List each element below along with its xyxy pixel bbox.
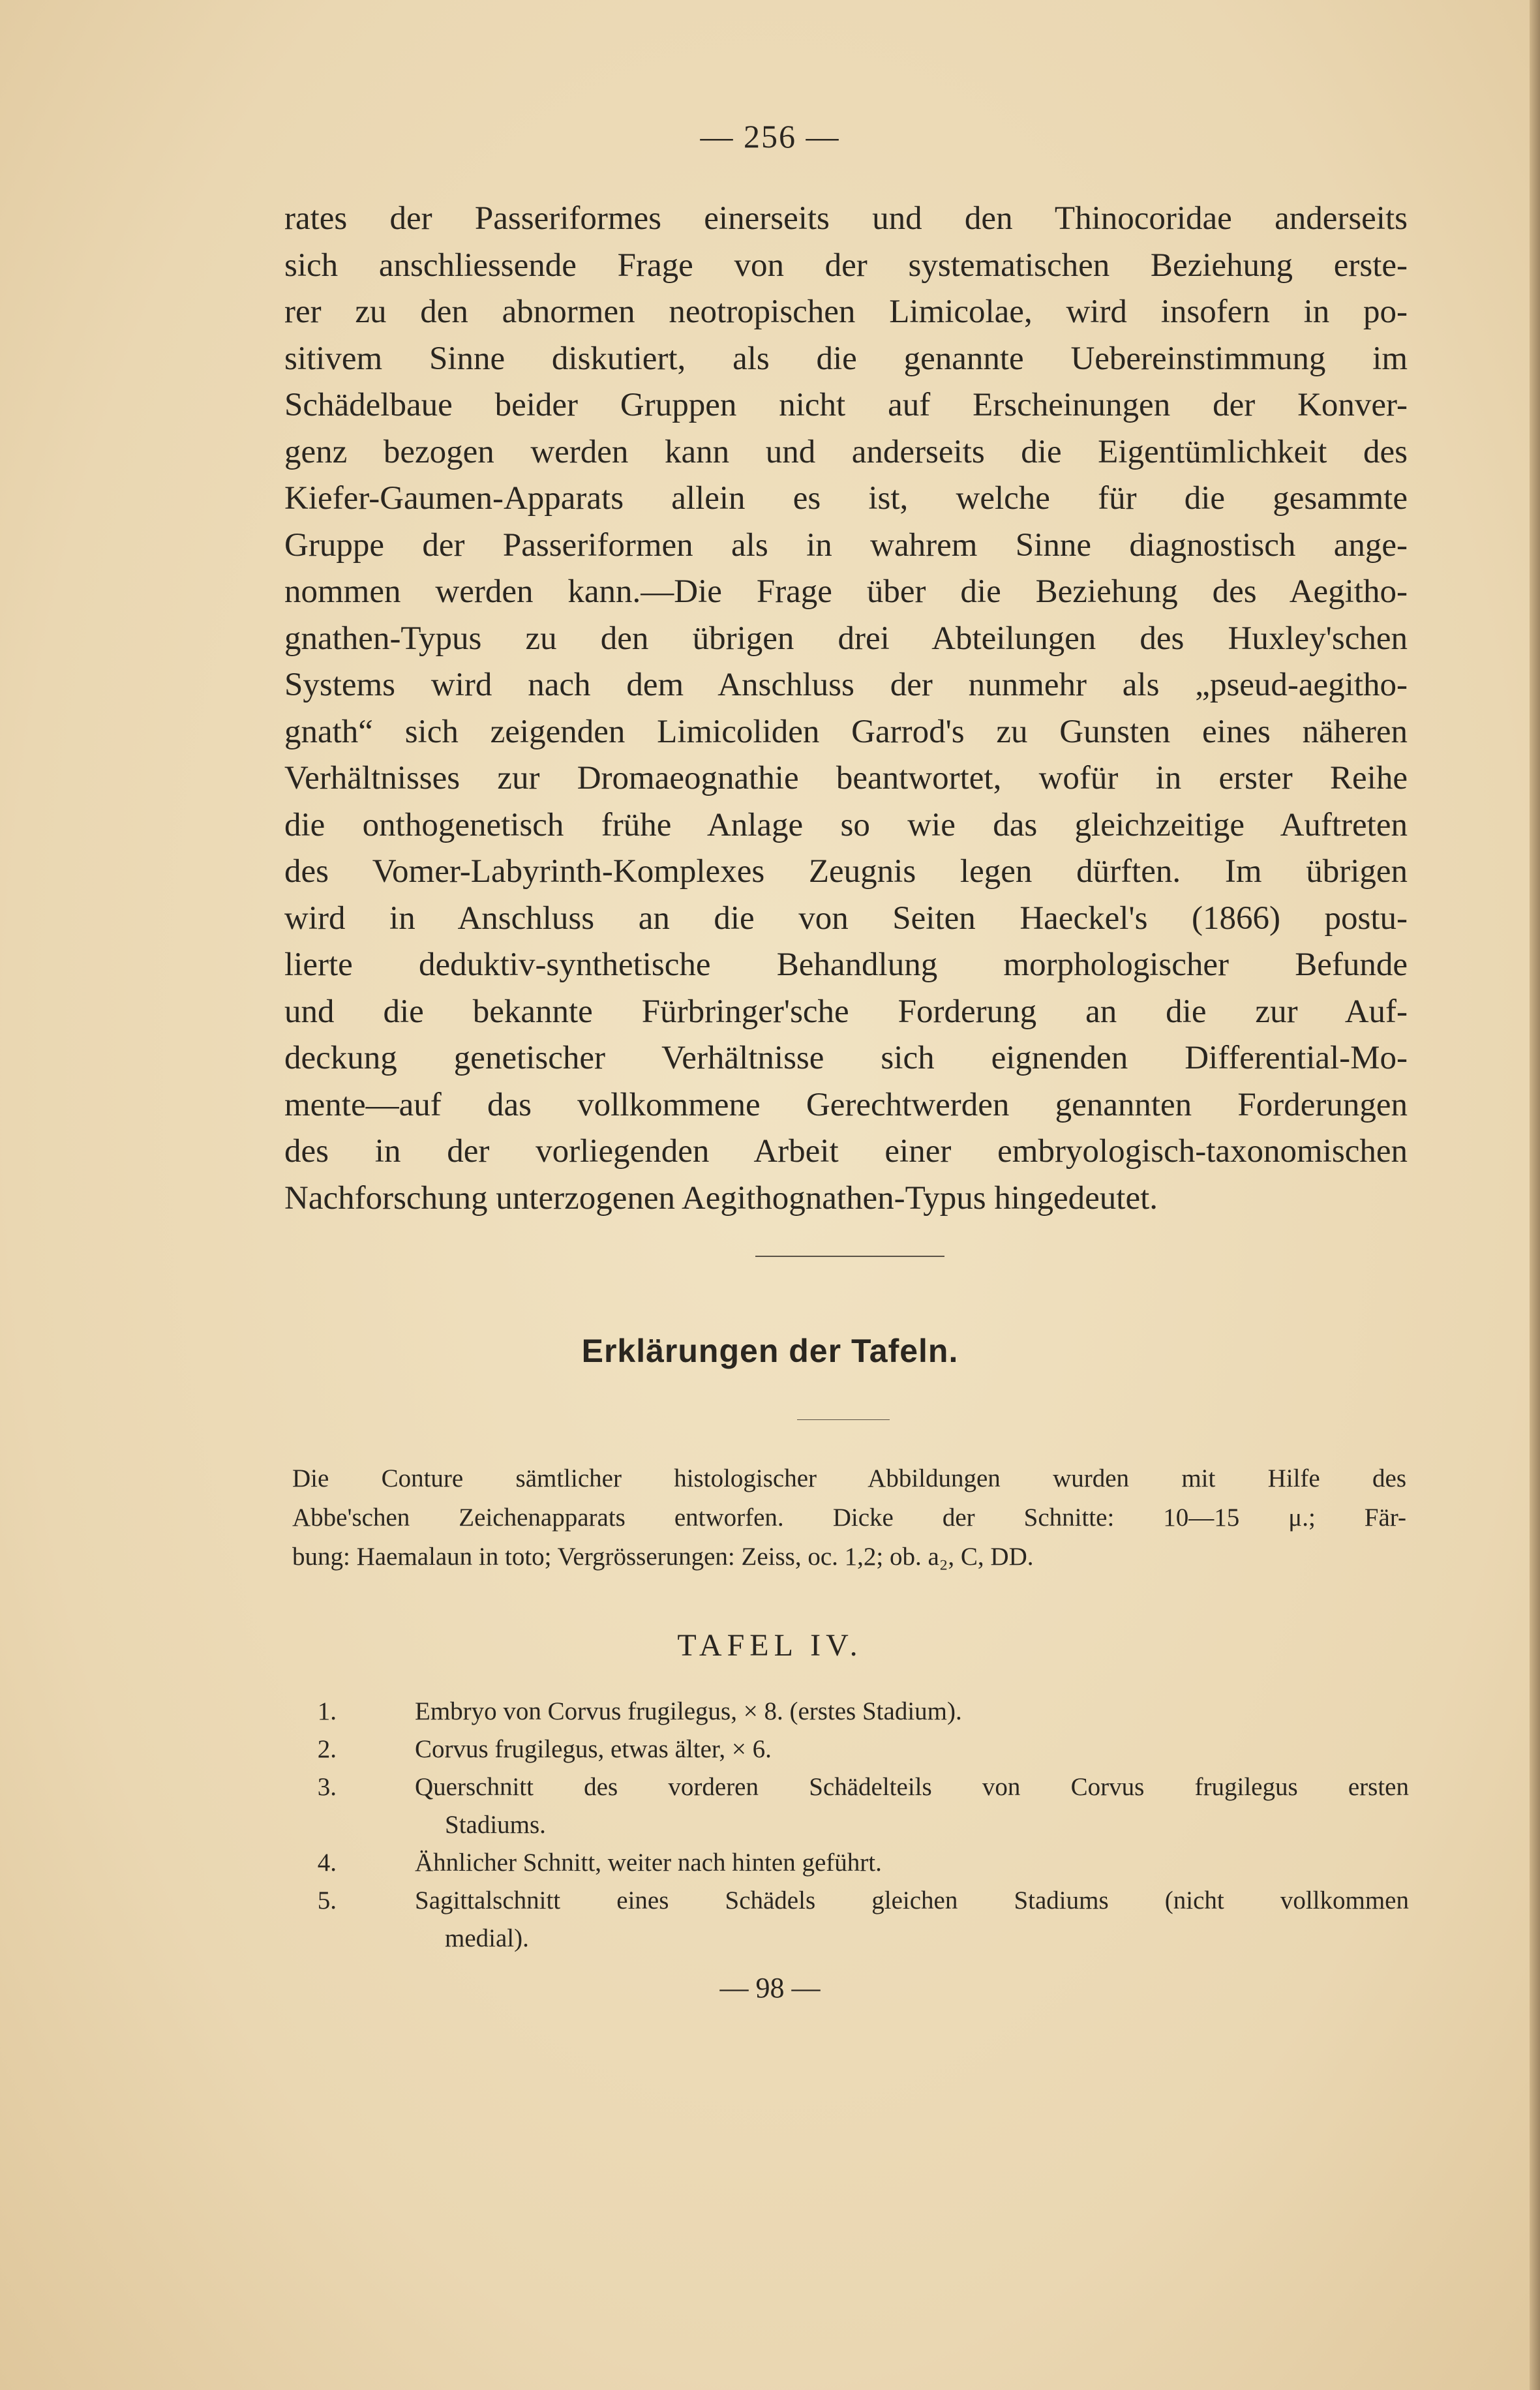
body-line: sich anschliessende Frage von der systematischen Beziehung erste- bbox=[284, 247, 1408, 284]
page-number: — 256 — bbox=[700, 118, 840, 155]
body-line: Nachforschung unterzogenen Aegithognathen-Typus hingedeutet. bbox=[284, 1179, 1158, 1217]
body-line: des in der vorliegenden Arbeit einer embryologisch-taxonomischen bbox=[284, 1133, 1408, 1170]
body-line: Gruppe der Passeriformen als in wahrem Sinne diagnostisch ange- bbox=[284, 526, 1408, 564]
plate-item bbox=[307, 1844, 1409, 1882]
body-line: Schädelbaue beider Gruppen nicht auf Erscheinungen der Konver- bbox=[284, 387, 1408, 423]
plate-list bbox=[307, 1693, 1409, 1958]
body-line: deckung genetischer Verhältnisse sich eignenden Differential-Mo- bbox=[284, 1040, 1408, 1076]
body-line: rates der Passeriformes einerseits und den Thinocoridae anderseits bbox=[284, 200, 1408, 237]
plate-caption-continuation: medial). bbox=[445, 1924, 529, 1952]
body-line: genz bezogen werden kann und anderseits die Eigentümlichkeit des bbox=[284, 433, 1408, 470]
plate-item-continuation bbox=[307, 1920, 1409, 1958]
plate-number: 4. bbox=[317, 1849, 337, 1877]
body-line: Verhältnisses zur Dromaeognathie beantwortet, wofür in erster Reihe bbox=[284, 760, 1408, 796]
plate-number: 2. bbox=[317, 1735, 337, 1763]
section-divider bbox=[755, 1256, 944, 1257]
plate-caption: Embryo von Corvus frugilegus, × 8. (erstes Stadium). bbox=[415, 1697, 962, 1725]
plate-item bbox=[307, 1882, 1409, 1920]
body-line: gnathen-Typus zu den übrigen drei Abteilungen des Huxley'schen bbox=[284, 620, 1408, 657]
body-paragraph bbox=[284, 196, 1408, 1222]
intro-line: bung: Haemalaun in toto; Vergrösserungen: Zeiss, oc. 1,2; ob. a₂, C, DD. bbox=[292, 1543, 1034, 1571]
plate-item-continuation bbox=[307, 1806, 1409, 1844]
plate-item bbox=[307, 1768, 1409, 1806]
plate-heading: TAFEL IV. bbox=[677, 1628, 863, 1663]
plate-item bbox=[307, 1693, 1409, 1731]
body-line: Systems wird nach dem Anschluss der nunmehr als „pseud-aegitho- bbox=[284, 667, 1408, 703]
body-line: Kiefer-Gaumen-Apparats allein es ist, welche für die gesammte bbox=[284, 480, 1408, 517]
body-line: rer zu den abnormen neotropischen Limicolae, wird insofern in po- bbox=[284, 294, 1408, 330]
body-line: wird in Anschluss an die von Seiten Haeckel's (1866) postu- bbox=[284, 900, 1408, 937]
section-heading: Erklärungen der Tafeln. bbox=[581, 1333, 959, 1369]
body-line: des Vomer-Labyrinth-Komplexes Zeugnis legen dürften. Im übrigen bbox=[284, 853, 1408, 890]
plate-caption: Querschnitt des vorderen Schädelteils von Corvus frugilegus ersten bbox=[415, 1773, 1409, 1801]
plate-number: 1. bbox=[317, 1697, 337, 1725]
body-line: gnath“ sich zeigenden Limicoliden Garrod's zu Gunsten eines näheren bbox=[284, 713, 1408, 750]
footer-page-number: — 98 — bbox=[719, 1972, 821, 2004]
plate-caption: Corvus frugilegus, etwas älter, × 6. bbox=[415, 1735, 772, 1763]
body-line: nommen werden kann.—Die Frage über die Beziehung des Aegitho- bbox=[284, 573, 1408, 610]
body-line: die onthogenetisch frühe Anlage so wie das gleichzeitige Auftreten bbox=[284, 806, 1408, 843]
page-edge bbox=[1530, 0, 1540, 2390]
body-line: sitivem Sinne diskutiert, als die genannte Uebereinstimmung im bbox=[284, 340, 1408, 377]
plate-caption: Sagittalschnitt eines Schädels gleichen Stadiums (nicht vollkommen bbox=[415, 1886, 1409, 1914]
plate-caption-continuation: Stadiums. bbox=[445, 1811, 546, 1839]
heading-underline bbox=[797, 1419, 890, 1420]
body-line: lierte deduktiv-synthetische Behandlung morphologischer Befunde bbox=[284, 946, 1408, 983]
plate-caption: Ähnlicher Schnitt, weiter nach hinten geführt. bbox=[415, 1849, 882, 1877]
intro-line: Die Conture sämtlicher histologischer Abbildungen wurden mit Hilfe des bbox=[292, 1464, 1406, 1492]
intro-line: Abbe'schen Zeichenapparats entworfen. Dicke der Schnitte: 10—15 μ.; Fär- bbox=[292, 1504, 1406, 1532]
plate-item bbox=[307, 1731, 1409, 1768]
intro-paragraph bbox=[292, 1459, 1406, 1577]
body-line: und die bekannte Fürbringer'sche Forderung an die zur Auf- bbox=[284, 993, 1408, 1030]
plate-number: 3. bbox=[317, 1773, 337, 1801]
body-line: mente—auf das vollkommene Gerechtwerden genannten Forderungen bbox=[284, 1086, 1408, 1123]
plate-number: 5. bbox=[317, 1886, 337, 1914]
